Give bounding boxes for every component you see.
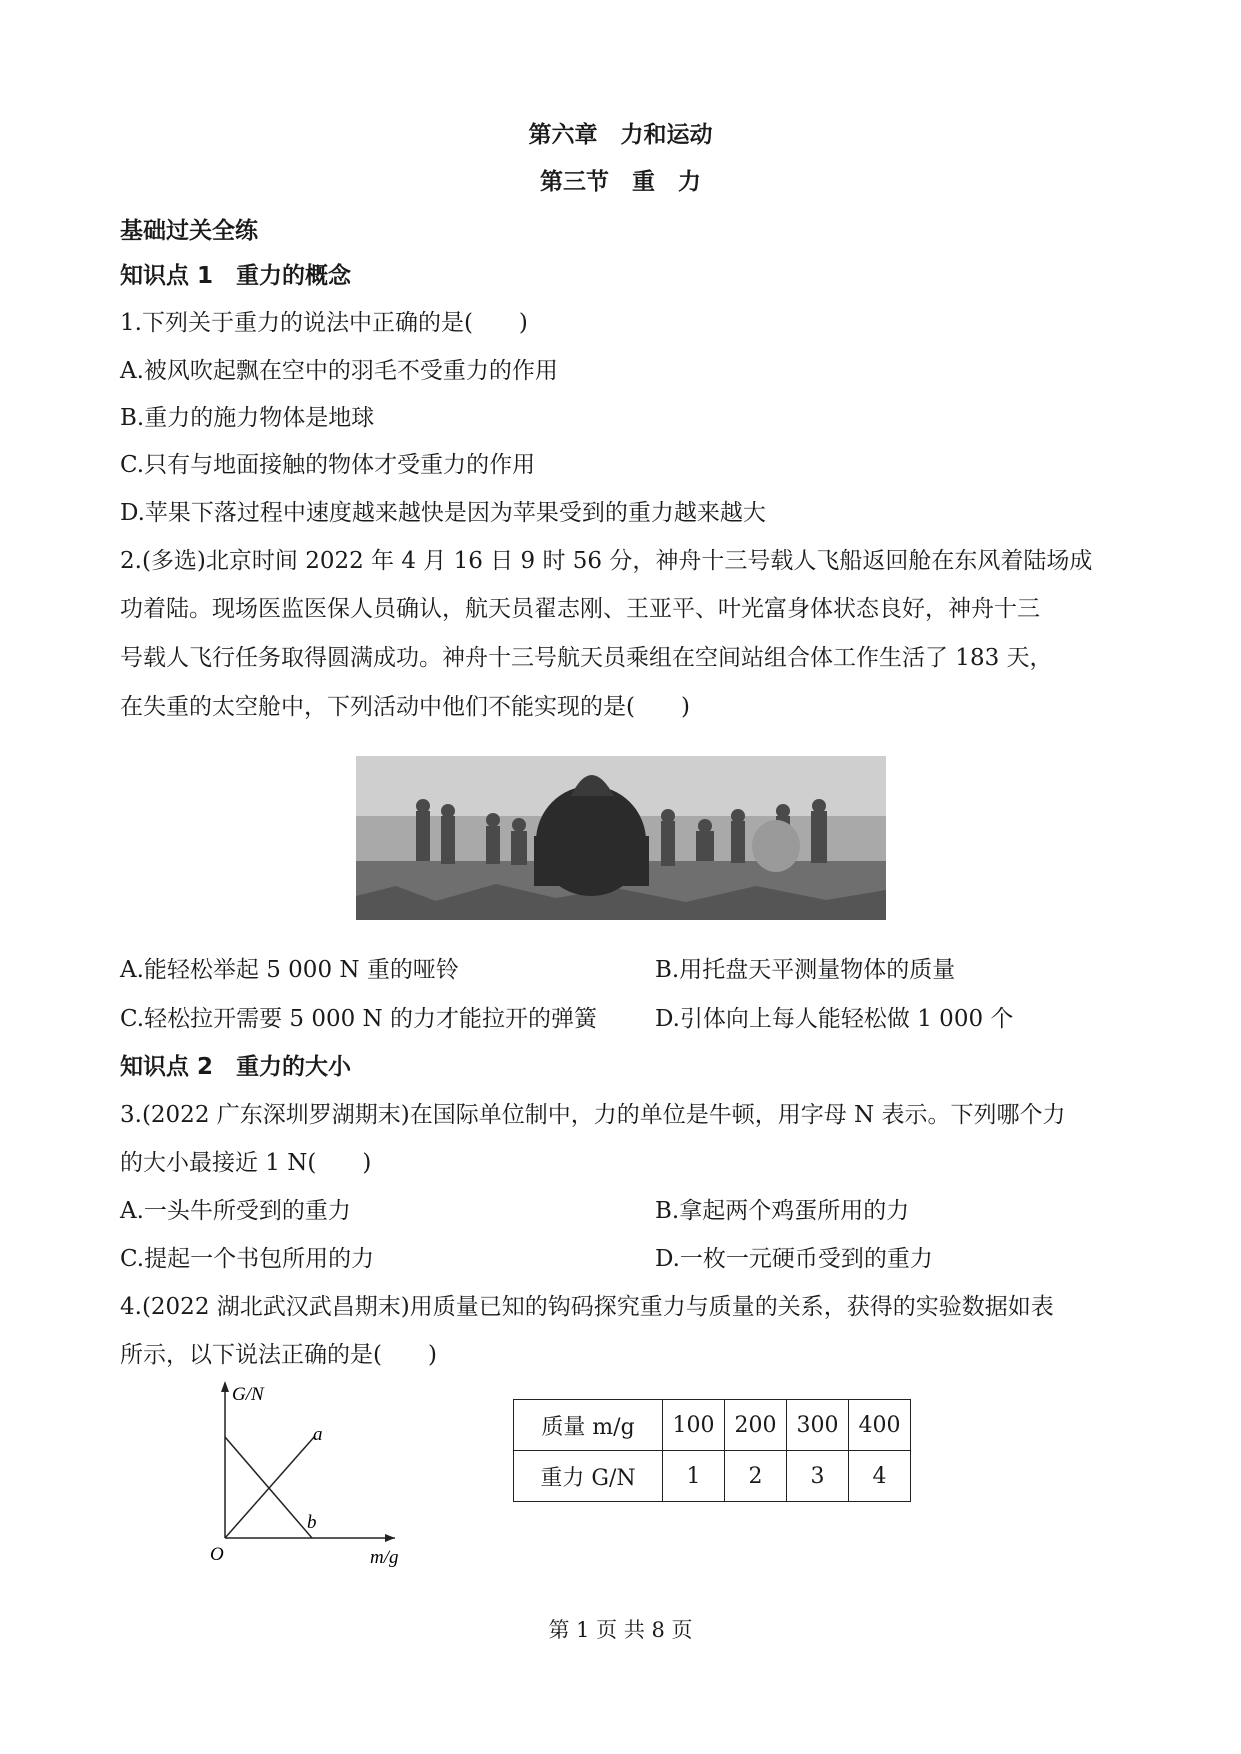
question-2-line-3: 号载人飞行任务取得圆满成功。神舟十三号航天员乘组在空间站组合体工作生活了 183 天，	[120, 645, 1053, 671]
mass-gravity-table	[513, 1399, 911, 1502]
section-title: 第三节 重 力	[540, 169, 701, 195]
question-3-line-2: 的大小最接近 1 N( )	[120, 1150, 372, 1176]
capsule-landing-photo	[356, 756, 886, 920]
capsule-landing-illustration	[356, 756, 886, 920]
knowledge-point-1: 知识点 1 重力的概念	[120, 263, 352, 289]
table-cell: 4	[849, 1451, 911, 1502]
question-2-line-4: 在失重的太空舱中，下列活动中他们不能实现的是( )	[120, 694, 690, 720]
table-header-gravity: 重力 G/N	[514, 1451, 663, 1502]
origin-label: O	[210, 1544, 224, 1565]
x-axis-label: m/g	[370, 1547, 399, 1568]
line-a	[225, 1436, 315, 1538]
table-cell: 200	[725, 1400, 787, 1451]
question-3-option-a: A.一头牛所受到的重力	[120, 1198, 351, 1224]
table-cell: 1	[663, 1451, 725, 1502]
chapter-title: 第六章 力和运动	[528, 122, 713, 148]
y-axis-label: G/N	[232, 1384, 264, 1405]
question-3-option-d: D.一枚一元硬币受到的重力	[655, 1246, 933, 1272]
line-a-label: a	[313, 1424, 323, 1445]
table-row	[514, 1451, 911, 1502]
table-cell: 3	[787, 1451, 849, 1502]
question-2-option-c: C.轻松拉开需要 5 000 N 的力才能拉开的弹簧	[120, 1006, 597, 1032]
question-2-line-2: 功着陆。现场医监医保人员确认，航天员翟志刚、王亚平、叶光富身体状态良好，神舟十三	[120, 596, 1040, 622]
x-axis-arrow	[385, 1534, 395, 1542]
gravity-mass-graph	[195, 1378, 425, 1568]
knowledge-point-2: 知识点 2 重力的大小	[120, 1054, 352, 1080]
practice-heading: 基础过关全练	[120, 218, 258, 244]
question-4-line-1: 4.(2022 湖北武汉武昌期末)用质量已知的钩码探究重力与质量的关系，获得的实验数据如表	[120, 1294, 1054, 1320]
question-1-option-b: B.重力的施力物体是地球	[120, 405, 375, 431]
question-2-option-b: B.用托盘天平测量物体的质量	[655, 957, 956, 983]
table-cell: 2	[725, 1451, 787, 1502]
question-2-line-1: 2.(多选)北京时间 2022 年 4 月 16 日 9 时 56 分，神舟十三号载人飞船返回舱在东风着陆场成	[120, 548, 1093, 574]
table-cell: 100	[663, 1400, 725, 1451]
question-3-option-b: B.拿起两个鸡蛋所用的力	[655, 1198, 910, 1224]
table-cell: 400	[849, 1400, 911, 1451]
table-cell: 300	[787, 1400, 849, 1451]
question-2-option-a: A.能轻松举起 5 000 N 重的哑铃	[120, 957, 459, 983]
question-3-option-c: C.提起一个书包所用的力	[120, 1246, 375, 1272]
question-1-option-a: A.被风吹起飘在空中的羽毛不受重力的作用	[120, 358, 558, 384]
y-axis-arrow	[221, 1381, 229, 1392]
question-1-stem: 1.下列关于重力的说法中正确的是( )	[120, 310, 528, 336]
question-3-line-1: 3.(2022 广东深圳罗湖期末)在国际单位制中，力的单位是牛顿，用字母 N 表示。下列哪个力	[120, 1102, 1066, 1128]
question-2-option-d: D.引体向上每人能轻松做 1 000 个	[655, 1006, 1014, 1032]
question-1-option-c: C.只有与地面接触的物体才受重力的作用	[120, 452, 536, 478]
question-1-option-d: D.苹果下落过程中速度越来越快是因为苹果受到的重力越来越大	[120, 500, 766, 526]
question-4-line-2: 所示，以下说法正确的是( )	[120, 1342, 437, 1368]
page-footer: 第 1 页 共 8 页	[548, 1618, 693, 1642]
table-header-mass: 质量 m/g	[514, 1400, 663, 1451]
table-row	[514, 1400, 911, 1451]
line-b-label: b	[307, 1512, 317, 1533]
